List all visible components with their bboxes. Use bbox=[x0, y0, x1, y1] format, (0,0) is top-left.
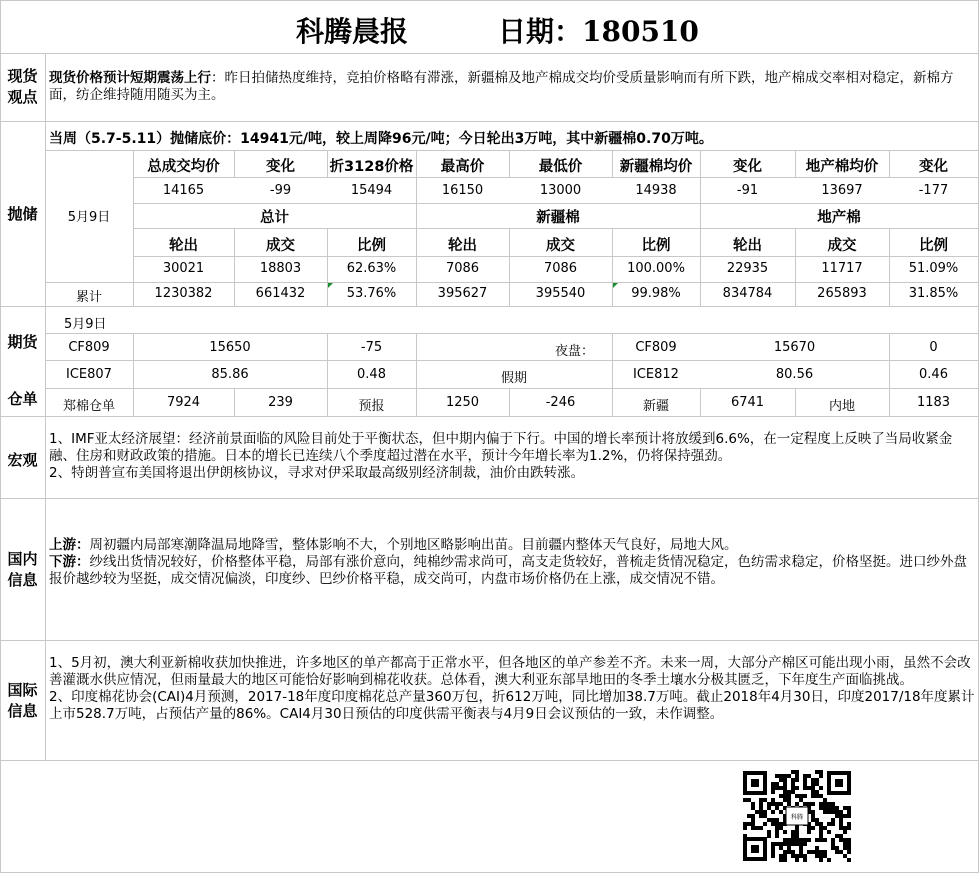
futures-contract-cf: CF809 bbox=[68, 340, 110, 355]
xinjiang-label: 新疆 bbox=[642, 399, 669, 414]
futures-change-cf: -75 bbox=[360, 340, 383, 355]
downstream-label: 下游： bbox=[49, 554, 90, 570]
sub-header: 轮出 bbox=[733, 238, 762, 254]
night-contract-ice: ICE812 bbox=[633, 367, 679, 382]
price-value: 14938 bbox=[635, 183, 677, 198]
downstream-text: 纱线出货情况较好，价格整体平稳，局部有涨价意向，纯棉纱需求尚可，高支走货较好，普梳走货情况稳定，色纺需求稳定，价格坚挺。进口纱外盘报价越纱较为坚挺，成交情况偏淡，印度纱、巴纱价格平稳，成交尚可，内盘市场价格仍在上涨，成交情况不错。 bbox=[49, 554, 967, 587]
international-text bbox=[49, 655, 975, 723]
price-value: -91 bbox=[736, 183, 759, 198]
holiday-note: 假期 bbox=[500, 371, 527, 386]
macro-paragraph-1: 1、IMF亚太经济展望：经济前景面临的风险目前处于平衡状态，但中期内偏于下行。中国的增长率预计将放缓到6.6%，在一定程度上反映了当局收紧金融、住房和财政政策的措施。日本的增长已连续八个季度超过潜在水平，预计今年增长率为1.2%，仍将保持强劲。 bbox=[49, 431, 953, 464]
international-paragraph-1: 1、5月初，澳大利亚新棉收获加快推进，许多地区的单产都高于正常水平，但各地区的单产参差不齐。未来一周，大部分产棉区可能出现小雨，虽然不会改善灌溉水供应情况，但雨量最大的地区可能恰好影响到棉花收获。总体看，澳大利亚东部旱地田的冬季土壤水分极其匮乏，下年度生产面临挑战。 bbox=[49, 655, 971, 688]
price-value: 15494 bbox=[350, 183, 393, 198]
group-xinjiang-header: 新疆棉 bbox=[536, 210, 580, 226]
night-change-ice: 0.46 bbox=[919, 367, 948, 382]
sub-header: 比例 bbox=[357, 238, 386, 254]
section-label-qihuo: 期货 bbox=[7, 333, 38, 351]
day-value: 62.63% bbox=[346, 261, 397, 276]
cum-value: 834784 bbox=[722, 286, 773, 301]
futures-contract-ice: ICE807 bbox=[66, 367, 112, 382]
macro-text bbox=[49, 431, 975, 482]
section-label-xianhuo: 现货 观点 bbox=[7, 67, 38, 106]
price-value: -99 bbox=[269, 183, 292, 198]
warehouse-label: 郑棉仓单 bbox=[62, 399, 115, 414]
cum-value: 395540 bbox=[535, 286, 586, 301]
day-value: 100.00% bbox=[627, 261, 685, 276]
section-label-paochu: 抛储 bbox=[7, 205, 38, 223]
upstream-text: 周初疆内局部寒潮降温局地降雪，整体影响不大，个别地区略影响出苗。目前疆内整体天气良好，局地大风。 bbox=[89, 537, 738, 553]
night-session-label: 夜盘： bbox=[555, 344, 595, 359]
domestic-text bbox=[49, 537, 975, 588]
warehouse-total: 7924 bbox=[166, 395, 201, 410]
spot-view bbox=[49, 70, 975, 104]
price-value: 13000 bbox=[539, 183, 582, 198]
day-value: 30021 bbox=[162, 261, 205, 276]
upstream-label: 上游： bbox=[49, 537, 90, 553]
price-header: 变化 bbox=[266, 159, 295, 175]
price-value: 14165 bbox=[162, 183, 205, 198]
report-date: 日期：180510 bbox=[498, 15, 699, 48]
sub-header: 比例 bbox=[641, 238, 671, 254]
reserve-cum-label: 累计 bbox=[75, 290, 102, 305]
day-value: 51.09% bbox=[908, 261, 959, 276]
qr-logo-caption: 科腾 bbox=[790, 814, 804, 821]
price-header: 折3128价格 bbox=[329, 159, 414, 175]
section-label-guonei: 国内 信息 bbox=[7, 550, 38, 589]
warehouse-change: 239 bbox=[268, 395, 293, 410]
day-value: 11717 bbox=[821, 261, 863, 276]
sub-header: 成交 bbox=[266, 238, 295, 254]
day-value: 22935 bbox=[726, 261, 769, 276]
sub-header: 轮出 bbox=[169, 238, 198, 254]
reserve-date: 5月9日 bbox=[67, 210, 111, 225]
cell-comment-marker bbox=[328, 283, 333, 288]
cum-value: 99.98% bbox=[631, 286, 681, 301]
futures-price-cf: 15650 bbox=[209, 340, 251, 355]
report-title: 科腾晨报 bbox=[296, 15, 409, 48]
spot-view-bold: 现货价格预计短期震荡上行 bbox=[49, 70, 211, 86]
price-header: 最高价 bbox=[440, 159, 485, 175]
price-header: 变化 bbox=[733, 159, 762, 175]
day-value: 7086 bbox=[445, 261, 480, 276]
night-contract-cf: CF809 bbox=[635, 340, 677, 355]
sub-header: 比例 bbox=[919, 238, 948, 254]
cell-comment-marker bbox=[613, 283, 618, 288]
international-paragraph-2: 2、印度棉花协会(CAI)4月预测，2017-18年度印度棉花总产量360万包，折612万吨，同比增加38.7万吨。截止2018年4月30日，印度2017/18年度累计上市528.7万吨，占预估产量的86%。CAI4月30日预估的印度供需平衡表与4月9日会议预估的一致，未作调整。 bbox=[49, 689, 975, 722]
forecast-change: -246 bbox=[545, 395, 576, 410]
cum-value: 1230382 bbox=[154, 286, 213, 301]
cum-value: 395627 bbox=[437, 286, 488, 301]
price-header: 变化 bbox=[919, 159, 948, 175]
futures-change-ice: 0.48 bbox=[357, 367, 386, 382]
group-total-header: 总计 bbox=[260, 210, 289, 226]
price-value: -177 bbox=[918, 183, 949, 198]
reserve-summary: 当周（5.7-5.11）抛储底价：14941元/吨，较上周降96元/吨；今日轮出3万吨，其中新疆棉0.70万吨。 bbox=[49, 131, 713, 147]
section-label-cangdan: 仓单 bbox=[7, 390, 38, 408]
day-value: 7086 bbox=[543, 261, 578, 276]
macro-paragraph-2: 2、特朗普宣布美国将退出伊朗核协议，寻求对伊采取最高级别经济制裁，油价由跌转涨。 bbox=[49, 465, 585, 481]
price-value: 13697 bbox=[821, 183, 863, 198]
futures-price-ice: 85.86 bbox=[211, 367, 249, 382]
inland-value: 1183 bbox=[916, 395, 951, 410]
inland-label: 内地 bbox=[828, 399, 855, 414]
sub-header: 轮出 bbox=[448, 238, 477, 254]
cum-value: 661432 bbox=[255, 286, 306, 301]
night-price-ice: 80.56 bbox=[775, 367, 814, 382]
section-label-guoji: 国际 信息 bbox=[7, 681, 38, 720]
night-price-cf: 15670 bbox=[773, 340, 816, 355]
forecast-value: 1250 bbox=[445, 395, 480, 410]
qr-code-image bbox=[742, 770, 852, 862]
sub-header: 成交 bbox=[546, 238, 575, 254]
day-value: 18803 bbox=[259, 261, 302, 276]
price-value: 16150 bbox=[441, 183, 484, 198]
spot-view-text: ：昨日拍储热度维持，竞拍价格略有滞涨，新疆棉及地产棉成交均价受质量影响而有所下跌，地产棉成交率相对稳定，新棉方面，纺企维持随用随买为主。 bbox=[49, 70, 954, 103]
cum-value: 265893 bbox=[817, 286, 867, 301]
price-header: 最低价 bbox=[538, 159, 583, 175]
price-header: 新疆棉均价 bbox=[619, 159, 693, 175]
forecast-label: 预报 bbox=[358, 399, 385, 414]
night-change-cf: 0 bbox=[929, 340, 938, 355]
xinjiang-value: 6741 bbox=[730, 395, 765, 410]
price-header: 地产棉均价 bbox=[805, 159, 879, 175]
price-header: 总成交均价 bbox=[147, 159, 220, 175]
section-label-hongguan: 宏观 bbox=[7, 451, 38, 469]
group-local-header: 地产棉 bbox=[817, 210, 861, 226]
sub-header: 成交 bbox=[827, 238, 857, 254]
cum-value: 31.85% bbox=[908, 286, 959, 301]
futures-date: 5月9日 bbox=[64, 317, 107, 332]
cum-value: 53.76% bbox=[346, 286, 397, 301]
